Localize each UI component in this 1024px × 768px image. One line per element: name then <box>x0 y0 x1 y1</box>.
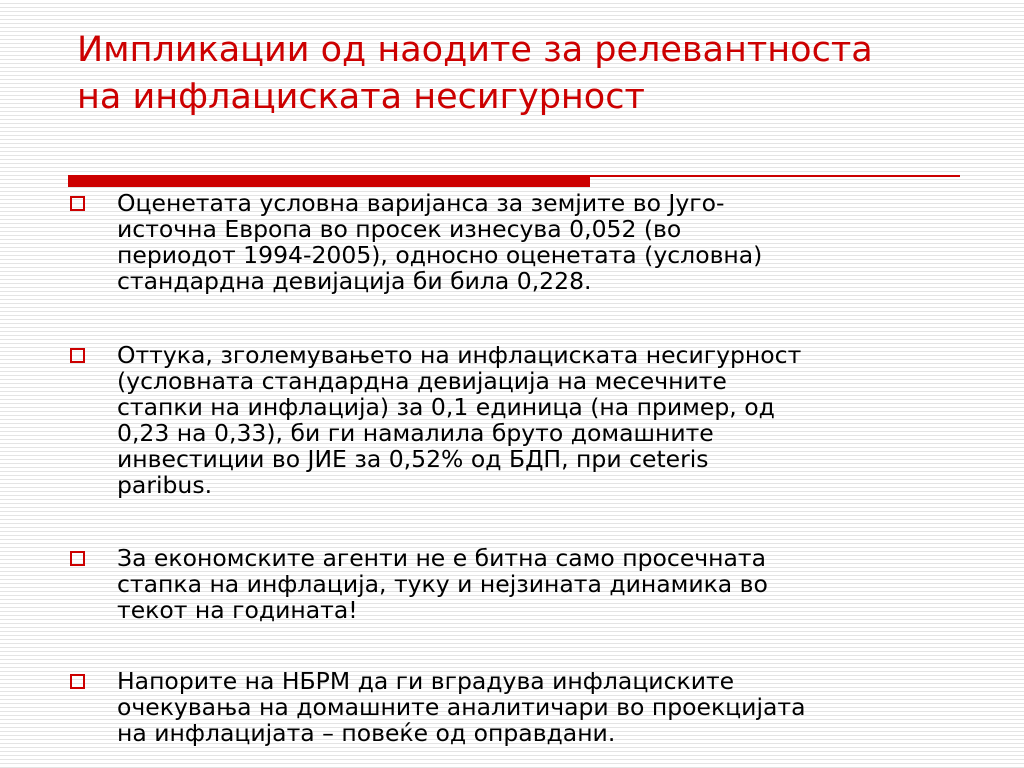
bullet-text-line: текот на годината! <box>117 596 358 624</box>
bullet-text-line: Оттука, зголемувањето на инфлациската несигурност <box>117 341 802 369</box>
slide-title-line: на инфлациската несигурност <box>77 77 645 117</box>
slide-title-line: Импликации од наодите за релевантноста <box>77 30 873 70</box>
bullet-text <box>117 342 947 498</box>
bullet-text <box>117 545 947 623</box>
bullet-text-line: стапка на инфлација, туку и нејзината динамика во <box>117 570 768 598</box>
hollow-square-icon <box>70 674 85 689</box>
bullet-text-line: очекувања на домашните аналитичари во проекцијата <box>117 693 806 721</box>
bullet-text-line: стапки на инфлација) за 0,1 единица (на пример, од <box>117 393 775 421</box>
title-divider-thin <box>590 175 960 177</box>
bullet-text-line: За економските агенти не е битна само просечната <box>117 544 767 572</box>
bullet-text-line: 0,23 на 0,33), би ги намалила бруто домашните <box>117 419 714 447</box>
bullet-text-line: источна Европа во просек изнесува 0,052 (во <box>117 215 682 243</box>
bullet-text-line: Напорите на НБРМ да ги вградува инфлациските <box>117 667 735 695</box>
bullet-text-line: инвестиции во ЈИЕ за 0,52% од БДП, при ceteris <box>117 445 709 473</box>
title-divider-thick <box>68 175 590 187</box>
bullet-text-line: (условната стандардна девијација на месечните <box>117 367 727 395</box>
hollow-square-icon <box>70 551 85 566</box>
bullet-text-line: стандардна девијација би била 0,228. <box>117 267 592 295</box>
bullet-text <box>117 190 947 294</box>
hollow-square-icon <box>70 196 85 211</box>
bullet-text-line: paribus. <box>117 471 213 499</box>
bullet-text-line: на инфлацијата – повеќе од оправдани. <box>117 719 616 747</box>
hollow-square-icon <box>70 348 85 363</box>
bullet-text-line: Оценетата условна варијанса за земјите во Југо- <box>117 189 725 217</box>
bullet-text <box>117 668 947 746</box>
bullet-text-line: периодот 1994-2005), односно оценетата (условна) <box>117 241 763 269</box>
slide-title <box>77 27 977 121</box>
